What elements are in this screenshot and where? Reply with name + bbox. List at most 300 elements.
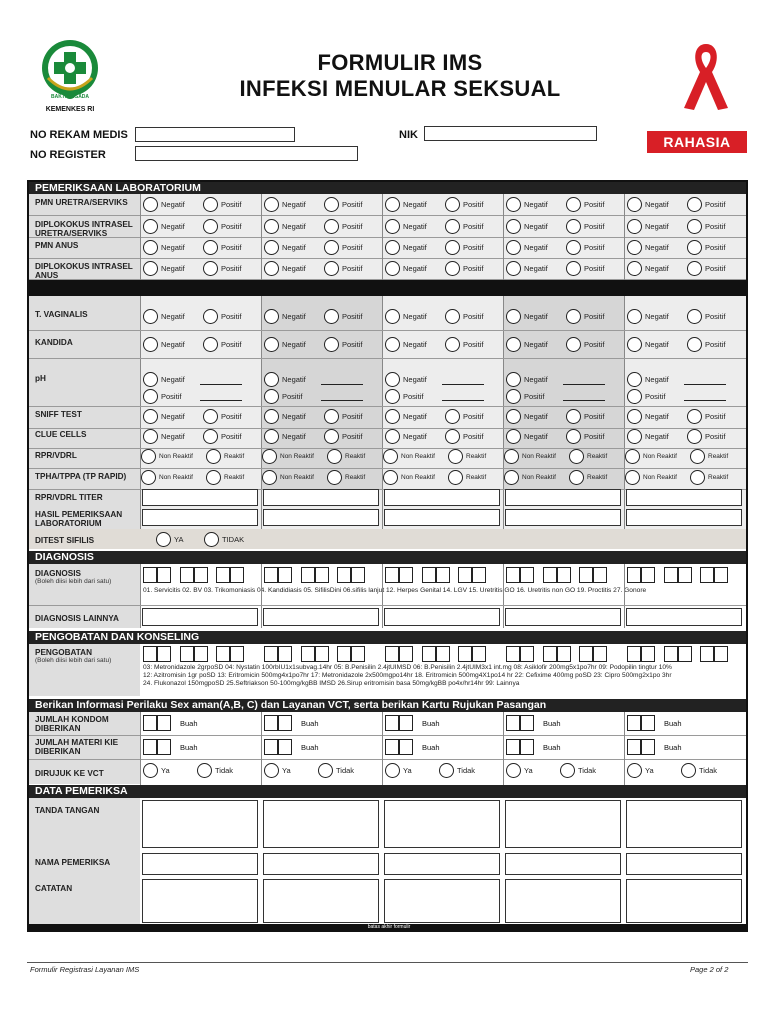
ditest-tidak-option[interactable]: TIDAK	[204, 532, 244, 547]
radio-circle[interactable]	[560, 763, 575, 778]
ph-negatif-option[interactable]: Negatif	[627, 372, 669, 387]
nama-pemeriksa-box[interactable]	[626, 853, 742, 875]
ph-negatif-option[interactable]: Negatif	[506, 372, 548, 387]
kondom-count-box[interactable]	[399, 715, 413, 731]
pengobatan-code-box[interactable]	[557, 646, 571, 662]
radio-circle[interactable]	[627, 409, 642, 424]
diagnosis-code-box[interactable]	[641, 567, 655, 583]
non-reaktif-option[interactable]: Non Reaktif	[141, 449, 193, 464]
radio-circle[interactable]	[627, 261, 642, 276]
text-input-box[interactable]	[263, 509, 379, 526]
reaktif-option[interactable]: Reaktif	[206, 449, 244, 464]
diagnosis-code-box[interactable]	[664, 567, 678, 583]
positif-option[interactable]: Positif	[324, 261, 362, 276]
kondom-count-box[interactable]	[157, 715, 171, 731]
positif-option[interactable]: Positif	[566, 197, 604, 212]
radio-circle[interactable]	[627, 337, 642, 352]
radio-circle[interactable]	[262, 449, 277, 464]
radio-circle[interactable]	[687, 429, 702, 444]
radio-circle[interactable]	[445, 261, 460, 276]
radio-circle[interactable]	[566, 309, 581, 324]
negatif-option[interactable]: Negatif	[627, 309, 669, 324]
ditest-ya-option[interactable]: YA	[156, 532, 183, 547]
radio-circle[interactable]	[566, 261, 581, 276]
negatif-option[interactable]: Negatif	[506, 261, 548, 276]
radio-circle[interactable]	[569, 470, 584, 485]
radio-circle[interactable]	[264, 337, 279, 352]
pengobatan-code-box[interactable]	[194, 646, 208, 662]
diagnosis-code-box[interactable]	[216, 567, 230, 583]
positif-option[interactable]: Positif	[687, 219, 725, 234]
pengobatan-code-box[interactable]	[351, 646, 365, 662]
ph-positif-option[interactable]: Positif	[385, 389, 423, 404]
radio-circle[interactable]	[141, 470, 156, 485]
positif-option[interactable]: Positif	[203, 429, 241, 444]
positif-option[interactable]: Positif	[445, 261, 483, 276]
radio-circle[interactable]	[445, 429, 460, 444]
catatan-box[interactable]	[626, 879, 742, 923]
radio-circle[interactable]	[506, 763, 521, 778]
materi-count-box[interactable]	[264, 739, 278, 755]
pengobatan-code-box[interactable]	[579, 646, 593, 662]
radio-circle[interactable]	[264, 389, 279, 404]
vct-tidak-option[interactable]: Tidak	[197, 763, 233, 778]
pengobatan-code-box[interactable]	[678, 646, 692, 662]
positif-option[interactable]: Positif	[687, 429, 725, 444]
ph-value-line[interactable]	[321, 384, 363, 385]
radio-circle[interactable]	[687, 240, 702, 255]
radio-circle[interactable]	[627, 197, 642, 212]
non-reaktif-option[interactable]: Non Reaktif	[262, 470, 314, 485]
positif-option[interactable]: Positif	[324, 309, 362, 324]
radio-circle[interactable]	[264, 240, 279, 255]
diagnosis-code-box[interactable]	[543, 567, 557, 583]
radio-circle[interactable]	[203, 429, 218, 444]
negatif-option[interactable]: Negatif	[627, 197, 669, 212]
tanda-tangan-box[interactable]	[626, 800, 742, 848]
negatif-option[interactable]: Negatif	[143, 240, 185, 255]
vct-tidak-option[interactable]: Tidak	[560, 763, 596, 778]
negatif-option[interactable]: Negatif	[143, 197, 185, 212]
radio-circle[interactable]	[625, 449, 640, 464]
radio-circle[interactable]	[264, 372, 279, 387]
diagnosis-code-box[interactable]	[337, 567, 351, 583]
vct-ya-option[interactable]: Ya	[385, 763, 412, 778]
negatif-option[interactable]: Negatif	[385, 240, 427, 255]
kondom-count-box[interactable]	[627, 715, 641, 731]
text-input-box[interactable]	[384, 509, 500, 526]
positif-option[interactable]: Positif	[445, 337, 483, 352]
radio-circle[interactable]	[687, 309, 702, 324]
diagnosis-code-box[interactable]	[579, 567, 593, 583]
radio-circle[interactable]	[383, 470, 398, 485]
negatif-option[interactable]: Negatif	[264, 309, 306, 324]
radio-circle[interactable]	[385, 261, 400, 276]
pengobatan-code-box[interactable]	[641, 646, 655, 662]
diagnosis-lainnya-input[interactable]	[384, 608, 500, 626]
radio-circle[interactable]	[566, 240, 581, 255]
diagnosis-code-box[interactable]	[520, 567, 534, 583]
negatif-option[interactable]: Negatif	[143, 261, 185, 276]
radio-circle[interactable]	[203, 309, 218, 324]
kondom-count-box[interactable]	[520, 715, 534, 731]
pengobatan-code-box[interactable]	[385, 646, 399, 662]
radio-circle[interactable]	[264, 409, 279, 424]
positif-option[interactable]: Positif	[566, 409, 604, 424]
kondom-count-box[interactable]	[506, 715, 520, 731]
radio-circle[interactable]	[687, 409, 702, 424]
radio-circle[interactable]	[385, 409, 400, 424]
tanda-tangan-box[interactable]	[142, 800, 258, 848]
radio-circle[interactable]	[143, 219, 158, 234]
nama-pemeriksa-box[interactable]	[505, 853, 621, 875]
radio-circle[interactable]	[324, 197, 339, 212]
radio-circle[interactable]	[566, 197, 581, 212]
positif-option[interactable]: Positif	[687, 240, 725, 255]
radio-circle[interactable]	[143, 240, 158, 255]
radio-circle[interactable]	[627, 240, 642, 255]
pengobatan-code-box[interactable]	[180, 646, 194, 662]
negatif-option[interactable]: Negatif	[385, 219, 427, 234]
radio-circle[interactable]	[566, 219, 581, 234]
radio-circle[interactable]	[143, 389, 158, 404]
ph-value-line[interactable]	[442, 400, 484, 401]
negatif-option[interactable]: Negatif	[627, 409, 669, 424]
negatif-option[interactable]: Negatif	[143, 309, 185, 324]
pengobatan-code-box[interactable]	[543, 646, 557, 662]
radio-circle[interactable]	[687, 219, 702, 234]
negatif-option[interactable]: Negatif	[264, 337, 306, 352]
pengobatan-code-box[interactable]	[436, 646, 450, 662]
diagnosis-code-box[interactable]	[385, 567, 399, 583]
negatif-option[interactable]: Negatif	[627, 219, 669, 234]
radio-circle[interactable]	[143, 372, 158, 387]
radio-circle[interactable]	[506, 261, 521, 276]
diagnosis-code-box[interactable]	[194, 567, 208, 583]
pengobatan-code-box[interactable]	[714, 646, 728, 662]
vct-ya-option[interactable]: Ya	[264, 763, 291, 778]
catatan-box[interactable]	[263, 879, 379, 923]
diagnosis-code-box[interactable]	[157, 567, 171, 583]
vct-tidak-option[interactable]: Tidak	[439, 763, 475, 778]
radio-circle[interactable]	[385, 197, 400, 212]
radio-circle[interactable]	[143, 763, 158, 778]
vct-tidak-option[interactable]: Tidak	[318, 763, 354, 778]
kondom-count-box[interactable]	[264, 715, 278, 731]
kondom-count-box[interactable]	[278, 715, 292, 731]
catatan-box[interactable]	[505, 879, 621, 923]
diagnosis-code-box[interactable]	[315, 567, 329, 583]
positif-option[interactable]: Positif	[324, 240, 362, 255]
radio-circle[interactable]	[327, 470, 342, 485]
negatif-option[interactable]: Negatif	[627, 261, 669, 276]
ph-negatif-option[interactable]: Negatif	[143, 372, 185, 387]
diagnosis-lainnya-input[interactable]	[142, 608, 258, 626]
negatif-option[interactable]: Negatif	[506, 219, 548, 234]
pengobatan-code-box[interactable]	[422, 646, 436, 662]
negatif-option[interactable]: Negatif	[506, 337, 548, 352]
non-reaktif-option[interactable]: Non Reaktif	[262, 449, 314, 464]
negatif-option[interactable]: Negatif	[506, 309, 548, 324]
no-register-input[interactable]	[135, 146, 358, 161]
diagnosis-code-box[interactable]	[422, 567, 436, 583]
diagnosis-code-box[interactable]	[557, 567, 571, 583]
tidak-radio[interactable]	[204, 532, 219, 547]
positif-option[interactable]: Positif	[324, 197, 362, 212]
negatif-option[interactable]: Negatif	[385, 261, 427, 276]
radio-circle[interactable]	[625, 470, 640, 485]
nama-pemeriksa-box[interactable]	[263, 853, 379, 875]
radio-circle[interactable]	[448, 449, 463, 464]
positif-option[interactable]: Positif	[687, 261, 725, 276]
radio-circle[interactable]	[264, 763, 279, 778]
kondom-count-box[interactable]	[641, 715, 655, 731]
positif-option[interactable]: Positif	[566, 261, 604, 276]
nama-pemeriksa-box[interactable]	[142, 853, 258, 875]
diagnosis-code-box[interactable]	[230, 567, 244, 583]
positif-option[interactable]: Positif	[324, 429, 362, 444]
vct-tidak-option[interactable]: Tidak	[681, 763, 717, 778]
positif-option[interactable]: Positif	[324, 219, 362, 234]
radio-circle[interactable]	[143, 309, 158, 324]
non-reaktif-option[interactable]: Non Reaktif	[504, 470, 556, 485]
nik-input[interactable]	[424, 126, 597, 141]
diagnosis-code-box[interactable]	[627, 567, 641, 583]
radio-circle[interactable]	[262, 470, 277, 485]
radio-circle[interactable]	[687, 197, 702, 212]
radio-circle[interactable]	[203, 261, 218, 276]
diagnosis-code-box[interactable]	[399, 567, 413, 583]
non-reaktif-option[interactable]: Non Reaktif	[383, 449, 435, 464]
tanda-tangan-box[interactable]	[505, 800, 621, 848]
reaktif-option[interactable]: Reaktif	[569, 470, 607, 485]
radio-circle[interactable]	[203, 240, 218, 255]
pengobatan-code-box[interactable]	[216, 646, 230, 662]
negatif-option[interactable]: Negatif	[506, 409, 548, 424]
radio-circle[interactable]	[627, 389, 642, 404]
radio-circle[interactable]	[324, 337, 339, 352]
reaktif-option[interactable]: Reaktif	[327, 449, 365, 464]
ph-positif-option[interactable]: Positif	[627, 389, 665, 404]
pengobatan-code-box[interactable]	[157, 646, 171, 662]
diagnosis-code-box[interactable]	[700, 567, 714, 583]
reaktif-option[interactable]: Reaktif	[327, 470, 365, 485]
radio-circle[interactable]	[687, 261, 702, 276]
reaktif-option[interactable]: Reaktif	[690, 470, 728, 485]
materi-count-box[interactable]	[385, 739, 399, 755]
radio-circle[interactable]	[681, 763, 696, 778]
positif-option[interactable]: Positif	[687, 337, 725, 352]
positif-option[interactable]: Positif	[566, 429, 604, 444]
radio-circle[interactable]	[627, 763, 642, 778]
ph-negatif-option[interactable]: Negatif	[264, 372, 306, 387]
pengobatan-code-box[interactable]	[301, 646, 315, 662]
radio-circle[interactable]	[506, 389, 521, 404]
radio-circle[interactable]	[264, 219, 279, 234]
diagnosis-code-box[interactable]	[678, 567, 692, 583]
positif-option[interactable]: Positif	[203, 240, 241, 255]
vct-ya-option[interactable]: Ya	[627, 763, 654, 778]
text-input-box[interactable]	[263, 489, 379, 506]
radio-circle[interactable]	[506, 309, 521, 324]
no-rekam-medis-input[interactable]	[135, 127, 295, 142]
positif-option[interactable]: Positif	[566, 309, 604, 324]
materi-count-box[interactable]	[143, 739, 157, 755]
pengobatan-code-box[interactable]	[278, 646, 292, 662]
negatif-option[interactable]: Negatif	[264, 261, 306, 276]
positif-option[interactable]: Positif	[203, 197, 241, 212]
radio-circle[interactable]	[206, 470, 221, 485]
radio-circle[interactable]	[506, 372, 521, 387]
materi-count-box[interactable]	[399, 739, 413, 755]
radio-circle[interactable]	[385, 309, 400, 324]
tanda-tangan-box[interactable]	[263, 800, 379, 848]
positif-option[interactable]: Positif	[324, 409, 362, 424]
pengobatan-code-box[interactable]	[230, 646, 244, 662]
diagnosis-lainnya-input[interactable]	[505, 608, 621, 626]
kondom-count-box[interactable]	[143, 715, 157, 731]
positif-option[interactable]: Positif	[203, 219, 241, 234]
negatif-option[interactable]: Negatif	[385, 197, 427, 212]
text-input-box[interactable]	[142, 509, 258, 526]
radio-circle[interactable]	[627, 372, 642, 387]
negatif-option[interactable]: Negatif	[385, 337, 427, 352]
positif-option[interactable]: Positif	[445, 197, 483, 212]
radio-circle[interactable]	[690, 470, 705, 485]
materi-count-box[interactable]	[520, 739, 534, 755]
radio-circle[interactable]	[143, 337, 158, 352]
ph-value-line[interactable]	[684, 384, 726, 385]
radio-circle[interactable]	[687, 337, 702, 352]
negatif-option[interactable]: Negatif	[264, 197, 306, 212]
non-reaktif-option[interactable]: Non Reaktif	[383, 470, 435, 485]
non-reaktif-option[interactable]: Non Reaktif	[504, 449, 556, 464]
radio-circle[interactable]	[506, 337, 521, 352]
negatif-option[interactable]: Negatif	[264, 409, 306, 424]
radio-circle[interactable]	[504, 470, 519, 485]
diagnosis-code-box[interactable]	[714, 567, 728, 583]
positif-option[interactable]: Positif	[566, 219, 604, 234]
pengobatan-code-box[interactable]	[143, 646, 157, 662]
radio-circle[interactable]	[318, 763, 333, 778]
radio-circle[interactable]	[385, 337, 400, 352]
materi-count-box[interactable]	[506, 739, 520, 755]
radio-circle[interactable]	[203, 337, 218, 352]
diagnosis-code-box[interactable]	[458, 567, 472, 583]
pengobatan-code-box[interactable]	[627, 646, 641, 662]
radio-circle[interactable]	[197, 763, 212, 778]
negatif-option[interactable]: Negatif	[506, 429, 548, 444]
negatif-option[interactable]: Negatif	[627, 240, 669, 255]
pengobatan-code-box[interactable]	[700, 646, 714, 662]
positif-option[interactable]: Positif	[445, 409, 483, 424]
nama-pemeriksa-box[interactable]	[384, 853, 500, 875]
radio-circle[interactable]	[569, 449, 584, 464]
negatif-option[interactable]: Negatif	[627, 429, 669, 444]
materi-count-box[interactable]	[627, 739, 641, 755]
radio-circle[interactable]	[448, 470, 463, 485]
radio-circle[interactable]	[627, 219, 642, 234]
radio-circle[interactable]	[439, 763, 454, 778]
tanda-tangan-box[interactable]	[384, 800, 500, 848]
radio-circle[interactable]	[504, 449, 519, 464]
ph-value-line[interactable]	[563, 400, 605, 401]
ph-positif-option[interactable]: Positif	[506, 389, 544, 404]
text-input-box[interactable]	[384, 489, 500, 506]
positif-option[interactable]: Positif	[687, 309, 725, 324]
negatif-option[interactable]: Negatif	[264, 219, 306, 234]
radio-circle[interactable]	[690, 449, 705, 464]
ph-value-line[interactable]	[200, 384, 242, 385]
catatan-box[interactable]	[384, 879, 500, 923]
pengobatan-code-box[interactable]	[337, 646, 351, 662]
text-input-box[interactable]	[142, 489, 258, 506]
pengobatan-code-box[interactable]	[520, 646, 534, 662]
ph-positif-option[interactable]: Positif	[264, 389, 302, 404]
positif-option[interactable]: Positif	[566, 337, 604, 352]
radio-circle[interactable]	[324, 429, 339, 444]
kondom-count-box[interactable]	[385, 715, 399, 731]
reaktif-option[interactable]: Reaktif	[448, 449, 486, 464]
negatif-option[interactable]: Negatif	[264, 240, 306, 255]
pengobatan-code-box[interactable]	[458, 646, 472, 662]
positif-option[interactable]: Positif	[687, 197, 725, 212]
negatif-option[interactable]: Negatif	[264, 429, 306, 444]
materi-count-box[interactable]	[641, 739, 655, 755]
negatif-option[interactable]: Negatif	[627, 337, 669, 352]
ph-value-line[interactable]	[200, 400, 242, 401]
diagnosis-code-box[interactable]	[278, 567, 292, 583]
radio-circle[interactable]	[143, 429, 158, 444]
radio-circle[interactable]	[383, 449, 398, 464]
radio-circle[interactable]	[445, 240, 460, 255]
radio-circle[interactable]	[264, 309, 279, 324]
reaktif-option[interactable]: Reaktif	[206, 470, 244, 485]
negatif-option[interactable]: Negatif	[506, 197, 548, 212]
radio-circle[interactable]	[506, 197, 521, 212]
radio-circle[interactable]	[506, 409, 521, 424]
text-input-box[interactable]	[626, 509, 742, 526]
positif-option[interactable]: Positif	[324, 337, 362, 352]
text-input-box[interactable]	[505, 509, 621, 526]
text-input-box[interactable]	[505, 489, 621, 506]
radio-circle[interactable]	[627, 429, 642, 444]
positif-option[interactable]: Positif	[445, 240, 483, 255]
radio-circle[interactable]	[324, 219, 339, 234]
positif-option[interactable]: Positif	[566, 240, 604, 255]
pengobatan-code-box[interactable]	[264, 646, 278, 662]
radio-circle[interactable]	[324, 309, 339, 324]
pengobatan-code-box[interactable]	[315, 646, 329, 662]
negatif-option[interactable]: Negatif	[143, 409, 185, 424]
catatan-box[interactable]	[142, 879, 258, 923]
diagnosis-code-box[interactable]	[351, 567, 365, 583]
materi-count-box[interactable]	[278, 739, 292, 755]
vct-ya-option[interactable]: Ya	[143, 763, 170, 778]
radio-circle[interactable]	[566, 429, 581, 444]
radio-circle[interactable]	[203, 197, 218, 212]
radio-circle[interactable]	[385, 240, 400, 255]
radio-circle[interactable]	[324, 409, 339, 424]
diagnosis-code-box[interactable]	[436, 567, 450, 583]
diagnosis-code-box[interactable]	[180, 567, 194, 583]
diagnosis-code-box[interactable]	[593, 567, 607, 583]
radio-circle[interactable]	[385, 763, 400, 778]
radio-circle[interactable]	[143, 261, 158, 276]
radio-circle[interactable]	[385, 429, 400, 444]
ph-value-line[interactable]	[321, 400, 363, 401]
radio-circle[interactable]	[385, 372, 400, 387]
